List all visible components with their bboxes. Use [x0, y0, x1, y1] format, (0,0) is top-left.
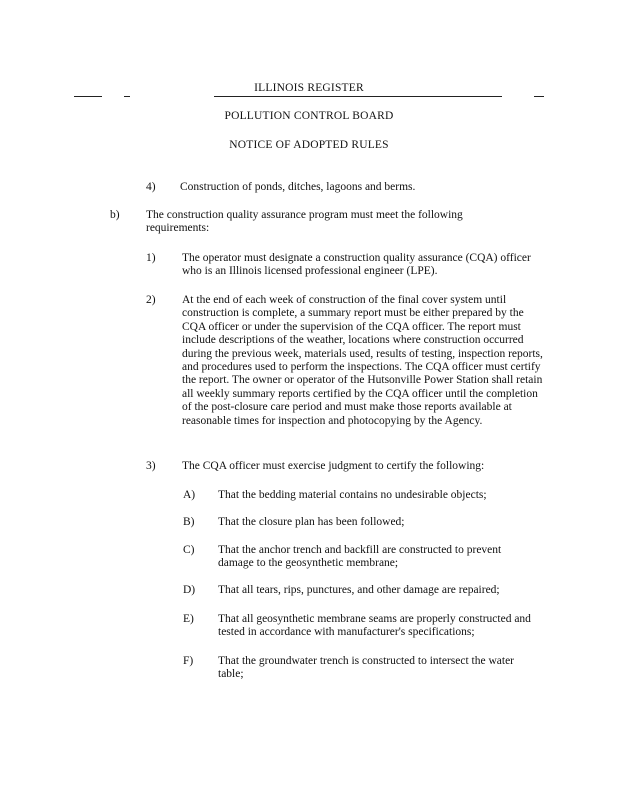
- subitem-e-text: That all geosynthetic membrane seams are properly constructed and tested in accordance with manufacturer's specifications;: [218, 613, 531, 639]
- header-rule-left: [74, 96, 102, 97]
- item-4-label: 4): [146, 181, 156, 193]
- subitem-f-text: That the groundwater trench is constructed to intersect the water table;: [218, 655, 515, 681]
- item-3-label: 3): [146, 460, 156, 472]
- subitem-d-label: D): [183, 584, 196, 596]
- subitem-e-label: E): [183, 613, 194, 625]
- item-2-label: 2): [146, 294, 156, 306]
- header-rule-left-short: [124, 96, 130, 97]
- board-title: POLLUTION CONTROL BOARD: [224, 110, 394, 122]
- subitem-d-text: That all tears, rips, punctures, and other damage are repaired;: [218, 584, 500, 596]
- subitem-b-label: B): [183, 516, 195, 528]
- item-1-text: The operator must designate a construction quality assurance (CQA) officer who is an Illinois licensed professional engineer (LPE).: [182, 252, 531, 278]
- subitem-f-label: F): [183, 655, 194, 667]
- section-b-text: The construction quality assurance program must meet the following requirements:: [146, 209, 463, 235]
- subitem-c-text: That the anchor trench and backfill are constructed to prevent damage to the geosynthetic membrane;: [218, 544, 502, 570]
- item-1-label: 1): [146, 252, 156, 264]
- subitem-c-label: C): [183, 544, 195, 556]
- header-rule-center: [214, 96, 502, 97]
- section-b-label: b): [110, 209, 120, 221]
- header-rule-right: [534, 96, 544, 97]
- notice-title: NOTICE OF ADOPTED RULES: [229, 139, 389, 151]
- subitem-b-text: That the closure plan has been followed;: [218, 516, 405, 528]
- register-title: ILLINOIS REGISTER: [254, 82, 364, 94]
- subitem-a-text: That the bedding material contains no undesirable objects;: [218, 489, 487, 501]
- subitem-a-label: A): [183, 489, 196, 501]
- item-4-text: Construction of ponds, ditches, lagoons and berms.: [180, 181, 416, 193]
- item-3-text: The CQA officer must exercise judgment to certify the following:: [182, 460, 485, 472]
- item-2-text: At the end of each week of construction of the final cover system until construction is complete, a summary report must be either prepared by the CQA officer or under the supervision of the CQA officer. The report must include descriptions of the weather, locations where construction occurred during the previous week, materials used, results of testing, inspection reports, and procedures used to perform the inspections. The CQA officer must certify the report. The owner or operator of the Hutsonville Power Station shall retain all weekly summary reports certified by the CQA officer until the completion of the post-closure care period and must make those reports available at reasonable times for inspection and photocopying by the Agency.: [182, 294, 543, 427]
